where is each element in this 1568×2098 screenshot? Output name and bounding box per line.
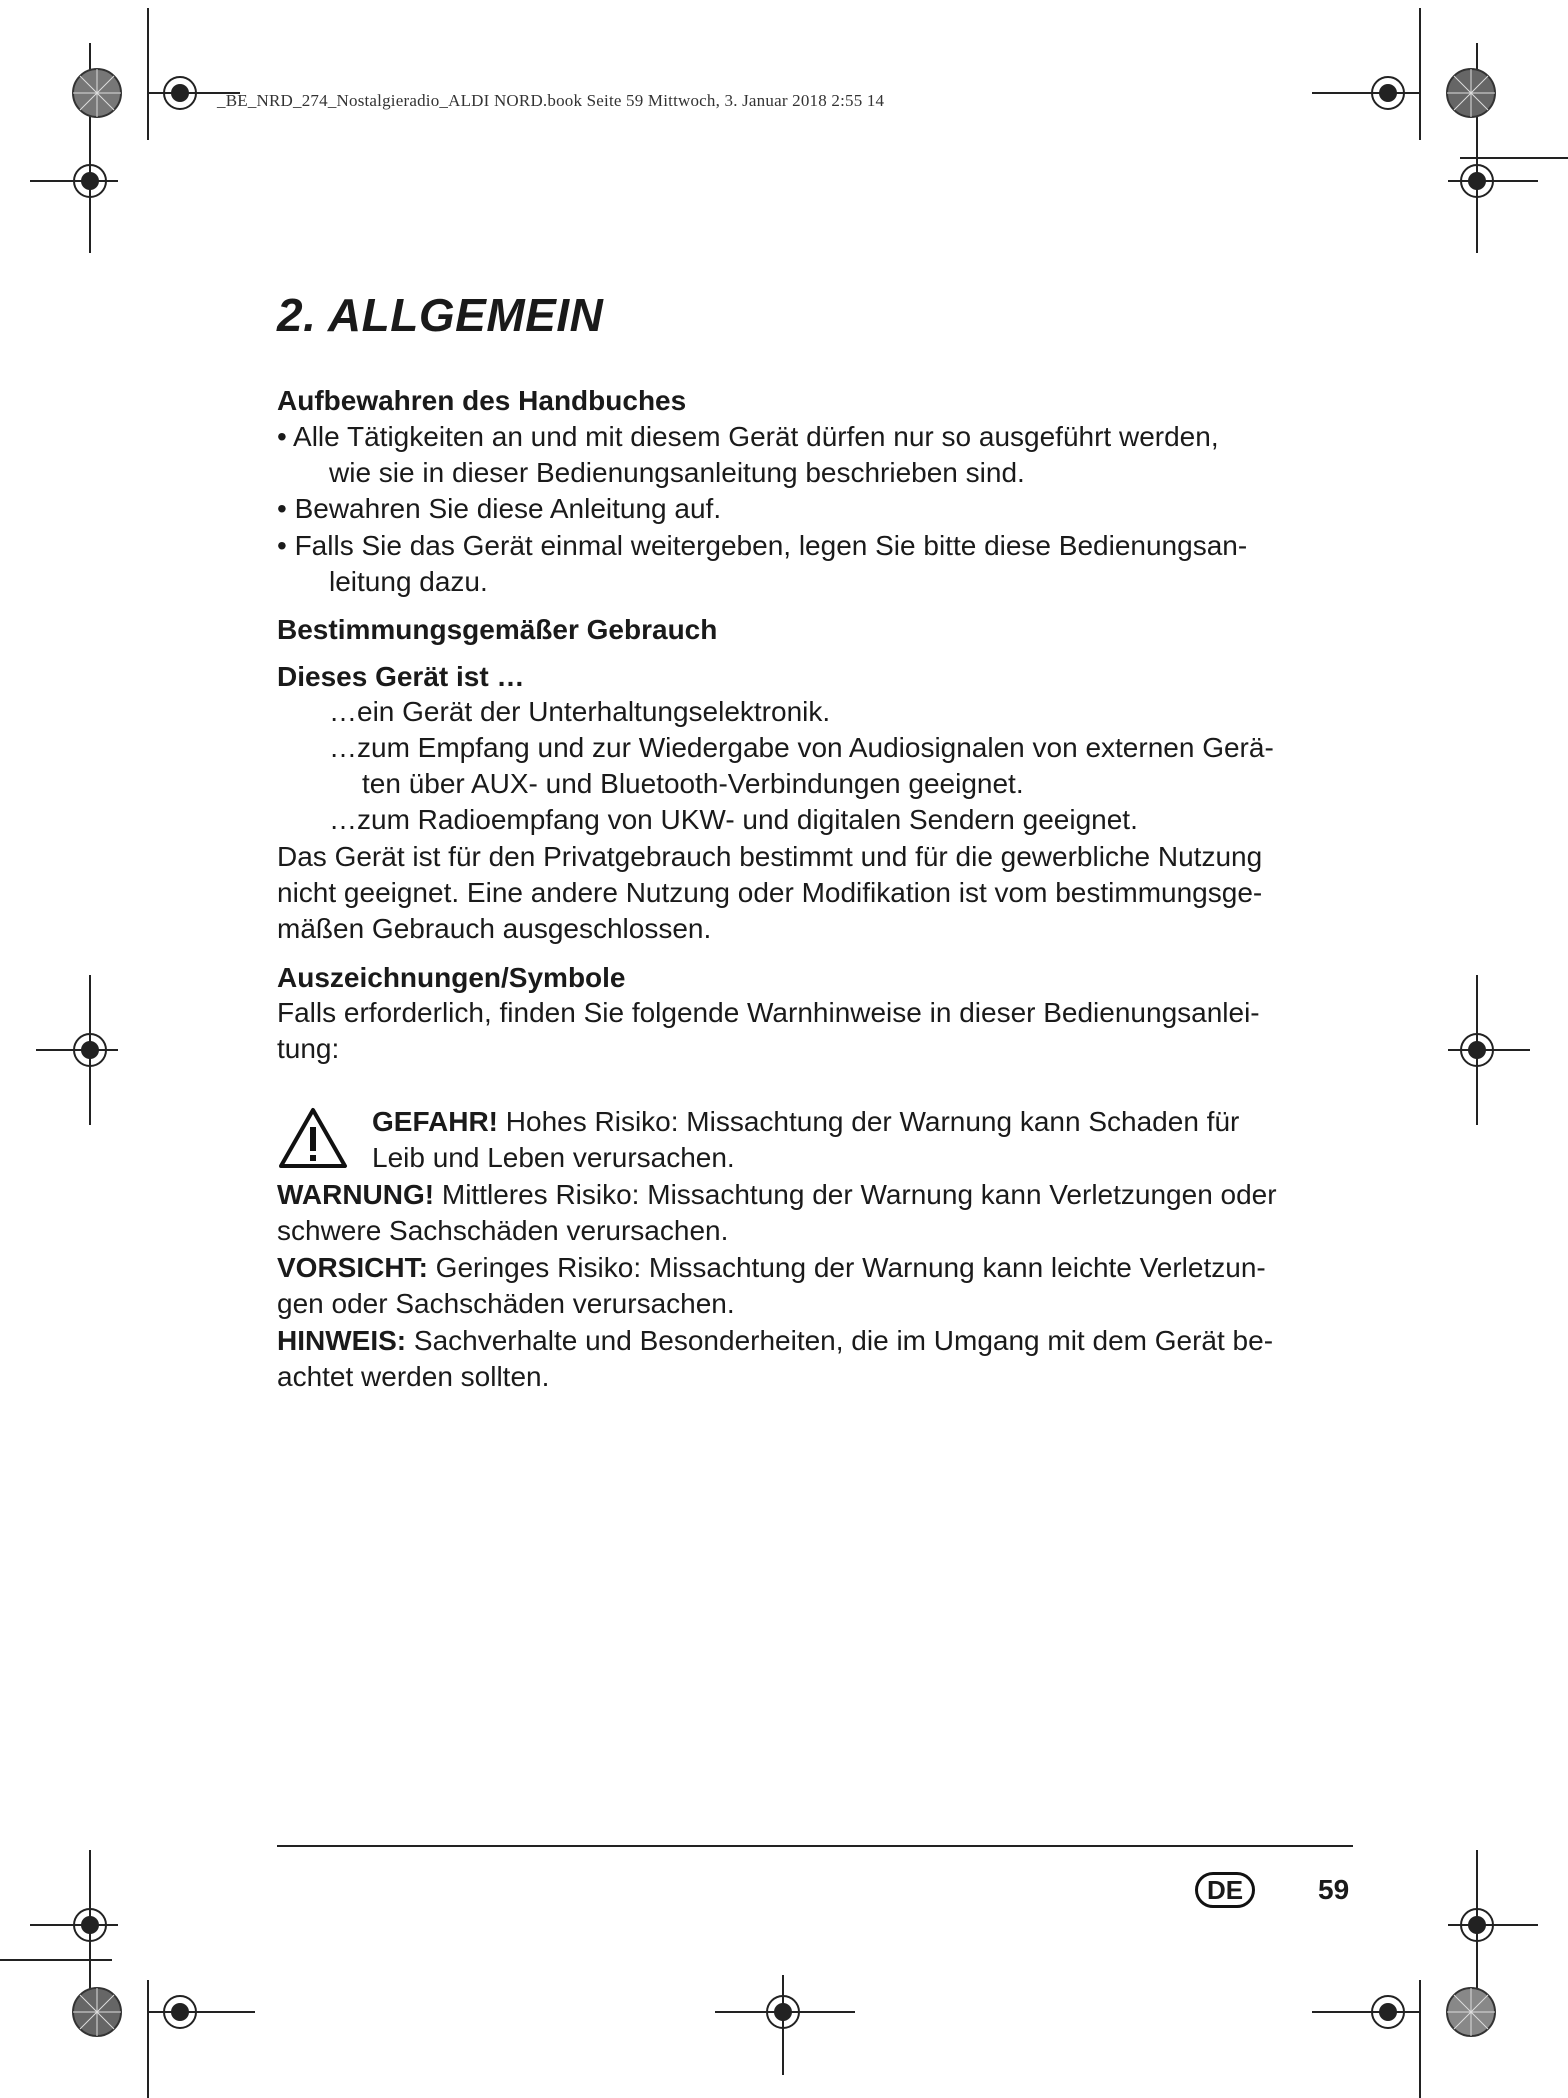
- danger-text-1: Hohes Risiko: Missachtung der Warnung kann Schaden für: [498, 1106, 1240, 1137]
- caution-line-1: [277, 1254, 1266, 1282]
- section-subheading-device: Dieses Gerät ist …: [277, 661, 525, 692]
- use-paragraph-line-2: nicht geeignet. Eine andere Nutzung oder Modifikation ist vom bestimmungsge-: [277, 877, 1263, 908]
- use-paragraph-line-1: Das Gerät ist für den Privatgebrauch bestimmt und für die gewerbliche Nutzung: [277, 841, 1263, 872]
- note-label: HINWEIS:: [277, 1325, 407, 1356]
- storage-bullet-3-line-2: leitung dazu.: [329, 566, 488, 597]
- warning-triangle-icon: [278, 1107, 348, 1169]
- warning-text-1: Mittleres Risiko: Missachtung der Warnung kann Verletzungen oder: [434, 1179, 1277, 1210]
- note-line-2: achtet werden sollten.: [277, 1361, 550, 1392]
- symbols-intro-line-2: tung:: [277, 1033, 340, 1064]
- use-item-3: …zum Radioempfang von UKW- und digitalen Sendern geeignet.: [329, 804, 1138, 835]
- danger-label: GEFAHR!: [372, 1106, 498, 1137]
- page-number: 59: [1318, 1874, 1350, 1905]
- warning-line-2: schwere Sachschäden verursachen.: [277, 1215, 729, 1246]
- caution-line-2: gen oder Sachschäden verursachen.: [277, 1288, 735, 1319]
- storage-bullet-1-line-2: wie sie in dieser Bedienungsanleitung beschrieben sind.: [329, 457, 1025, 488]
- danger-line-1: [372, 1108, 1239, 1136]
- section-heading-storage: Aufbewahren des Handbuches: [277, 385, 687, 416]
- storage-bullet-1-line-1: • Alle Tätigkeiten an und mit diesem Gerät dürfen nur so ausgeführt werden,: [277, 421, 1219, 452]
- storage-bullet-3-line-1: • Falls Sie das Gerät einmal weitergeben, legen Sie bitte diese Bedienungsan-: [277, 530, 1248, 561]
- page-title: 2. ALLGEMEIN: [277, 289, 604, 341]
- language-badge: DE: [1195, 1872, 1255, 1908]
- note-line-1: [277, 1327, 1273, 1355]
- print-header: _BE_NRD_274_Nostalgieradio_ALDI NORD.book Seite 59 Mittwoch, 3. Januar 2018 2:55 14: [217, 91, 885, 110]
- use-item-1: …ein Gerät der Unterhaltungselektronik.: [329, 696, 831, 727]
- warning-line-1: [277, 1181, 1277, 1209]
- storage-bullet-2: • Bewahren Sie diese Anleitung auf.: [277, 493, 722, 524]
- danger-line-2: Leib und Leben verursachen.: [372, 1142, 735, 1173]
- caution-text-1: Geringes Risiko: Missachtung der Warnung kann leichte Verletzun-: [427, 1252, 1266, 1283]
- use-item-2-line-1: …zum Empfang und zur Wiedergabe von Audiosignalen von externen Gerä-: [329, 732, 1274, 763]
- section-heading-intended-use: Bestimmungsgemäßer Gebrauch: [277, 614, 718, 645]
- symbols-intro-line-1: Falls erforderlich, finden Sie folgende Warnhinweise in dieser Bedienungsanlei-: [277, 997, 1260, 1028]
- caution-label: VORSICHT:: [277, 1252, 428, 1283]
- warning-label: WARNUNG!: [277, 1179, 435, 1210]
- note-text-1: Sachverhalte und Besonderheiten, die im Umgang mit dem Gerät be-: [406, 1325, 1274, 1356]
- footer-rule: [277, 1845, 1353, 1847]
- use-paragraph-line-3: mäßen Gebrauch ausgeschlossen.: [277, 913, 712, 944]
- section-heading-symbols: Auszeichnungen/Symbole: [277, 962, 626, 993]
- use-item-2-line-2: ten über AUX- und Bluetooth-Verbindungen geeignet.: [362, 768, 1024, 799]
